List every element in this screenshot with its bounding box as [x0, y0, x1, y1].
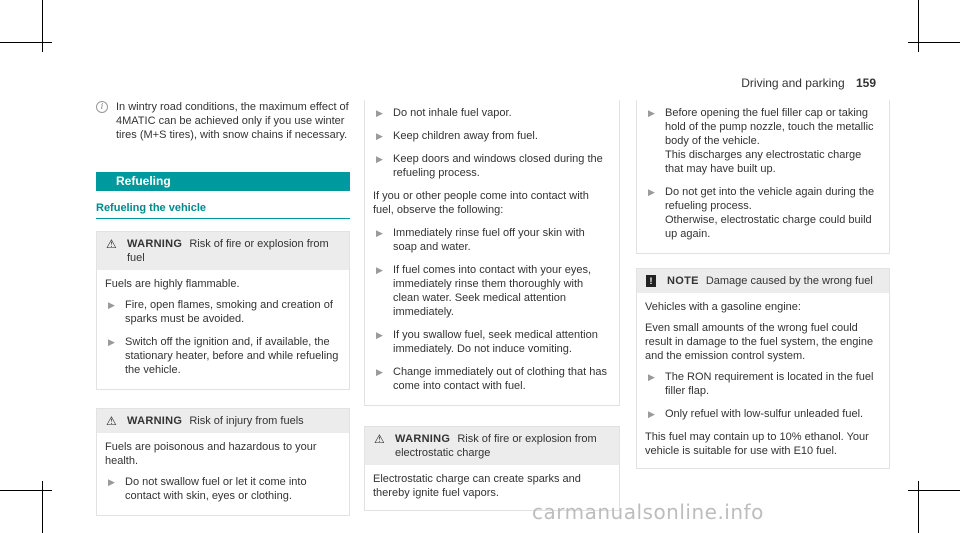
header-section: Driving and parking: [741, 76, 845, 90]
warning-body: [97, 270, 349, 389]
list-item-text: Only refuel with low-sulfur unleaded fuel.: [665, 408, 864, 420]
crop-mark: [0, 490, 52, 491]
warning-body: [637, 100, 889, 253]
warning-box: [96, 408, 350, 516]
crop-mark: [42, 481, 43, 533]
list-item: [105, 298, 341, 326]
list-item: [373, 106, 611, 120]
warning-title: Risk of fire or explosion from fuel: [127, 238, 329, 264]
list-item-text: The RON requirement is located in the fuel filler flap.: [665, 371, 874, 397]
note-text: This fuel may contain up to 10% ethanol. Your vehicle is suitable for use with E10 fuel.: [645, 431, 869, 457]
crop-mark: [908, 490, 960, 491]
list-item: [645, 407, 881, 421]
list-item-text: Do not swallow fuel or let it come into contact with skin, eyes or clothing.: [125, 476, 307, 502]
warning-header: [97, 409, 349, 433]
list-item-text: Immediately rinse fuel off your skin with soap and water.: [393, 227, 585, 253]
column-3: [636, 100, 890, 482]
note-text: Even small amounts of the wrong fuel could result in damage to the fuel system, the engine and the emission control system.: [645, 322, 874, 362]
warning-triangle-icon: ⚠: [106, 237, 117, 251]
paragraph: If you or other people come into contact with fuel, observe the following:: [373, 190, 589, 216]
arrow-icon: ▶: [376, 265, 383, 275]
list-item-text: Fire, open flames, smoking and creation of sparks must be avoided.: [125, 299, 333, 325]
watermark: carmanualsonline.info: [532, 500, 764, 524]
list-item: [373, 152, 611, 180]
arrow-icon: ▶: [648, 409, 655, 419]
note-title: Damage caused by the wrong fuel: [705, 275, 873, 287]
warning-header: [97, 232, 349, 270]
arrow-icon: ▶: [648, 187, 655, 197]
list-item-text: Keep doors and windows closed during the refueling process.: [393, 153, 603, 179]
warning-triangle-icon: ⚠: [374, 432, 385, 446]
warning-triangle-icon: ⚠: [106, 414, 117, 428]
warning-box: [96, 231, 350, 390]
info-text: In wintry road conditions, the maximum effect of 4MATIC can be achieved only if you use winter tires (M+S tires), with snow chains if necessary.: [116, 101, 349, 141]
list-item: [645, 370, 881, 398]
note-text: Vehicles with a gasoline engine:: [645, 301, 801, 313]
note-label: NOTE: [667, 275, 699, 287]
note-body: [637, 293, 889, 468]
info-icon: i: [96, 101, 108, 113]
crop-mark: [42, 0, 43, 52]
arrow-icon: ▶: [376, 154, 383, 164]
list-item-text: Before opening the fuel filler cap or taking hold of the pump nozzle, touch the metallic body of the vehicle. This discharges any electrostatic charge that may have built up.: [665, 107, 874, 175]
arrow-icon: ▶: [108, 477, 115, 487]
page-number: 159: [855, 76, 876, 90]
arrow-icon: ▶: [376, 108, 383, 118]
list-item: [105, 475, 341, 503]
arrow-icon: ▶: [108, 337, 115, 347]
crop-mark: [918, 481, 919, 533]
arrow-icon: ▶: [108, 300, 115, 310]
section-title: Refueling: [96, 172, 350, 191]
warning-title: Risk of fire or explosion from electrostatic charge: [395, 433, 597, 459]
crop-mark: [0, 42, 52, 43]
arrow-icon: ▶: [648, 372, 655, 382]
note-header: [637, 269, 889, 293]
warning-box-continued: [636, 100, 890, 254]
note-box: [636, 268, 890, 469]
list-item: [373, 129, 611, 143]
page-header: [741, 76, 876, 90]
warning-box: [364, 426, 620, 511]
exclamation-icon: !: [646, 275, 656, 287]
arrow-icon: ▶: [376, 228, 383, 238]
arrow-icon: ▶: [376, 367, 383, 377]
warning-text: Fuels are highly flammable.: [105, 278, 240, 290]
arrow-icon: ▶: [376, 330, 383, 340]
list-item-text: Do not inhale fuel vapor.: [393, 107, 512, 119]
list-item-text: If fuel comes into contact with your eyes, immediately rinse them thoroughly with clean water. Seek medical attention immediately.: [393, 264, 592, 318]
warning-label: WARNING: [127, 415, 183, 427]
list-item-text: If you swallow fuel, seek medical attention immediately. Do not induce vomiting.: [393, 329, 598, 355]
list-item-text: Do not get into the vehicle again during the refueling process. Otherwise, electrostatic charge could build up again.: [665, 186, 875, 240]
column-2: [364, 100, 620, 524]
warning-box-continued: [364, 100, 620, 406]
crop-mark: [908, 42, 960, 43]
warning-body: [365, 100, 619, 405]
list-item: [645, 185, 881, 241]
warning-text: Electrostatic charge can create sparks and thereby ignite fuel vapors.: [373, 473, 581, 499]
arrow-icon: ▶: [648, 108, 655, 118]
list-item: [645, 106, 881, 176]
column-1: [96, 100, 350, 529]
warning-title: Risk of injury from fuels: [189, 415, 304, 427]
arrow-icon: ▶: [376, 131, 383, 141]
list-item: [373, 226, 611, 254]
crop-mark: [918, 0, 919, 52]
warning-label: WARNING: [127, 238, 183, 250]
list-item-text: Keep children away from fuel.: [393, 130, 538, 142]
list-item-text: Switch off the ignition and, if available, the stationary heater, before and while refueling the vehicle.: [125, 336, 339, 376]
list-item: [105, 335, 341, 377]
warning-label: WARNING: [395, 433, 451, 445]
info-note: [96, 100, 350, 142]
subheading: Refueling the vehicle: [96, 191, 350, 219]
list-item: [373, 365, 611, 393]
warning-text: Fuels are poisonous and hazardous to your health.: [105, 441, 317, 467]
warning-body: [97, 433, 349, 515]
warning-header: [365, 427, 619, 465]
list-item: [373, 328, 611, 356]
list-item: [373, 263, 611, 319]
list-item-text: Change immediately out of clothing that has come into contact with fuel.: [393, 366, 608, 392]
